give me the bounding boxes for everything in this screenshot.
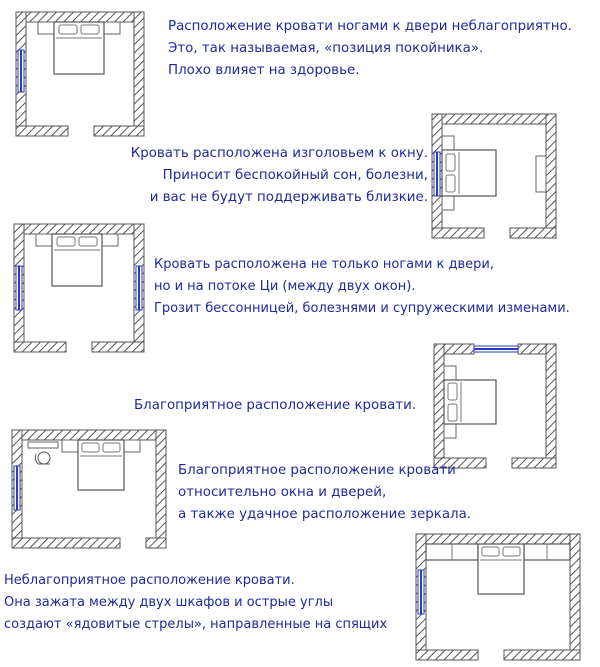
caption-line: Это, так называемая, «позиция покойника». bbox=[168, 41, 484, 56]
room-plan-6 bbox=[416, 534, 580, 660]
caption-line: Приносит беспокойный сон, болезни, bbox=[162, 168, 428, 183]
nightstand bbox=[444, 366, 456, 380]
caption-2 bbox=[96, 143, 428, 209]
caption-3 bbox=[154, 254, 570, 320]
caption-line: Благоприятное расположение кровати. bbox=[134, 398, 417, 413]
caption-line: относительно окна и дверей, bbox=[178, 485, 387, 500]
nightstand bbox=[62, 440, 78, 452]
room-plan-2 bbox=[432, 114, 556, 238]
nightstand bbox=[102, 234, 118, 246]
caption-1 bbox=[168, 16, 572, 82]
bed bbox=[478, 544, 524, 594]
caption-line: создают «ядовитые стрелы», направленные на спящих bbox=[4, 617, 388, 632]
caption-5 bbox=[178, 460, 471, 526]
caption-line: Она зажата между двух шкафов и острые углы bbox=[4, 595, 334, 610]
caption-line: Кровать расположена не только ногами к двери, bbox=[154, 257, 494, 272]
caption-line: а также удачное расположение зеркала. bbox=[178, 507, 472, 522]
nightstand bbox=[38, 22, 54, 34]
room-plan-3 bbox=[14, 224, 144, 352]
nightstand bbox=[444, 424, 456, 438]
bed bbox=[52, 234, 102, 286]
nightstand bbox=[124, 440, 140, 452]
mirror bbox=[28, 442, 58, 464]
nightstand bbox=[36, 234, 52, 246]
nightstand bbox=[442, 136, 454, 150]
room-plan-5 bbox=[12, 430, 166, 548]
caption-line: но и на потоке Ци (между двух окон). bbox=[154, 279, 416, 294]
bed bbox=[78, 440, 124, 490]
room-plan-4 bbox=[434, 344, 556, 468]
caption-line: Неблагоприятное расположение кровати. bbox=[4, 573, 295, 588]
caption-line: Расположение кровати ногами к двери неблагоприятно. bbox=[168, 19, 572, 34]
caption-line: Благоприятное расположение кровати bbox=[178, 463, 456, 478]
bed bbox=[444, 380, 496, 424]
bed bbox=[442, 150, 496, 196]
caption-line: Грозит бессонницей, болезнями и супружескими изменами. bbox=[154, 301, 570, 316]
caption-line: Плохо влияет на здоровье. bbox=[168, 63, 360, 78]
bed bbox=[54, 22, 104, 74]
caption-line: и вас не будут поддерживать близкие. bbox=[149, 190, 428, 205]
caption-6 bbox=[4, 570, 387, 636]
caption-line: Кровать расположена изголовьем к окну. bbox=[130, 146, 428, 161]
caption-4 bbox=[134, 395, 416, 417]
nightstand bbox=[104, 22, 120, 34]
nightstand bbox=[442, 196, 454, 210]
room-plan-1 bbox=[16, 12, 144, 136]
